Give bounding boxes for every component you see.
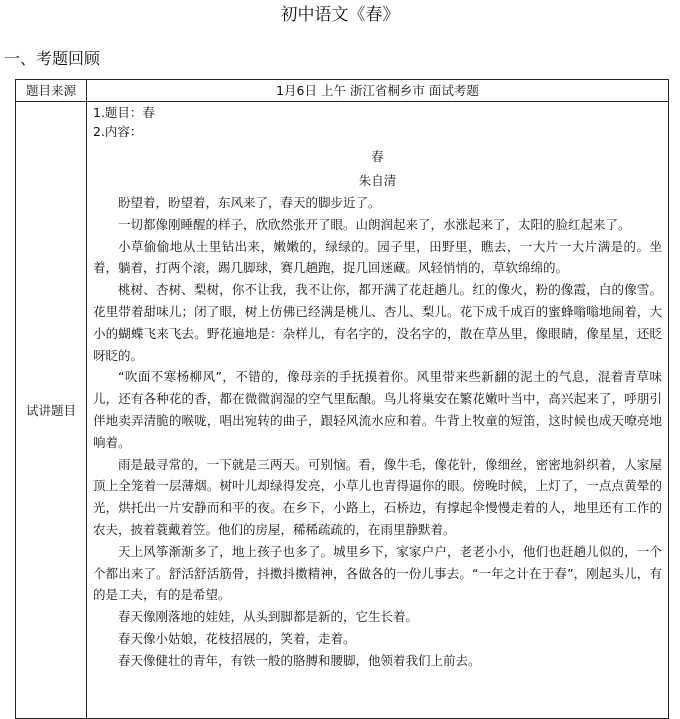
source-value: 1月6日 上午 浙江省桐乡市 面试考题: [87, 80, 669, 102]
poem-paragraph: 春天像小姑娘，花枝招展的，笑着，走着。: [118, 630, 356, 646]
section-heading: 一、考题回顾: [4, 49, 101, 68]
poem-title: 春: [371, 149, 384, 164]
poem-author: 朱自清: [358, 173, 397, 188]
topic-content: [87, 102, 669, 719]
document-title: 初中语文《春》: [280, 5, 400, 25]
table-row-source: [16, 80, 669, 102]
poem-paragraph: 一切都像刚睡醒的样子，欣欣然张开了眼。山朗润起来了，水涨起来了，太阳的脸红起来了。: [118, 216, 631, 232]
topic-line: 1.题目：春: [93, 105, 155, 120]
exam-table: [15, 79, 669, 719]
poem-paragraph: 春天像健壮的青年，有铁一般的胳膊和腰脚，他领着我们上前去。: [118, 652, 481, 668]
topic-label: 试讲题目: [16, 102, 87, 719]
source-label: 题目来源: [16, 80, 87, 102]
poem-paragraph: 雨是最寻常的，一下就是三两天。可别恼。看，像牛毛，像花针，像细丝，密密地斜织着，人家屋顶上全笼着一层薄烟。树叶儿却绿得发亮，小草儿也青得逼你的眼。傍晚时候，上灯了，一点点黄晕的光，烘托出一片安静而和平的夜。在乡下，小路上，石桥边，有撑起伞慢慢走着的人，地里还有工作的农夫，披着蓑戴着笠。他们的房屋，稀稀疏疏的，在雨里静默着。: [93, 456, 662, 537]
table-row-topic: [16, 102, 669, 719]
poem-paragraph: 小草偷偷地从土里钻出来，嫩嫩的，绿绿的。园子里，田野里，瞧去，一大片一大片满是的。坐着，躺着，打两个滚，踢几脚球，赛几趟跑，捉几回迷藏。风轻悄悄的，草软绵绵的。: [93, 238, 662, 276]
poem-paragraph: 桃树、杏树、梨树，你不让我，我不让你，都开满了花赶趟儿。红的像火，粉的像霞，白的像雪。花里带着甜味儿；闭了眼，树上仿佛已经满是桃儿、杏儿、梨儿。花下成千成百的蜜蜂嗡嗡地闹着，大小的蝴蝶飞来飞去。野花遍地是：杂样儿，有名字的，没名字的，散在草丛里，像眼睛，像星星，还眨呀眨的。: [93, 282, 662, 363]
poem-paragraph: “吹面不寒杨柳风”，不错的，像母亲的手抚摸着你。风里带来些新翻的泥土的气息，混着青草味儿，还有各种花的香，都在微微润湿的空气里酝酿。鸟儿将巢安在繁花嫩叶当中，高兴起来了，呼朋引伴地卖弄清脆的喉咙，唱出宛转的曲子，跟轻风流水应和着。牛背上牧童的短笛，这时候也成天嘹亮地响着。: [93, 369, 662, 450]
poem-paragraph: 天上风筝渐渐多了，地上孩子也多了。城里乡下，家家户户，老老小小，他们也赶趟儿似的，一个个都出来了。舒活舒活筋骨，抖擞抖擞精神，各做各的一份儿事去。“一年之计在于春”，刚起头儿，有的是工夫，有的是希望。: [93, 543, 662, 603]
poem-paragraph: 盼望着，盼望着，东风来了，春天的脚步近了。: [118, 195, 381, 210]
poem-paragraph: 春天像刚落地的娃娃，从头到脚都是新的，它生长着。: [118, 609, 419, 625]
content-line: 2.内容：: [93, 124, 143, 139]
